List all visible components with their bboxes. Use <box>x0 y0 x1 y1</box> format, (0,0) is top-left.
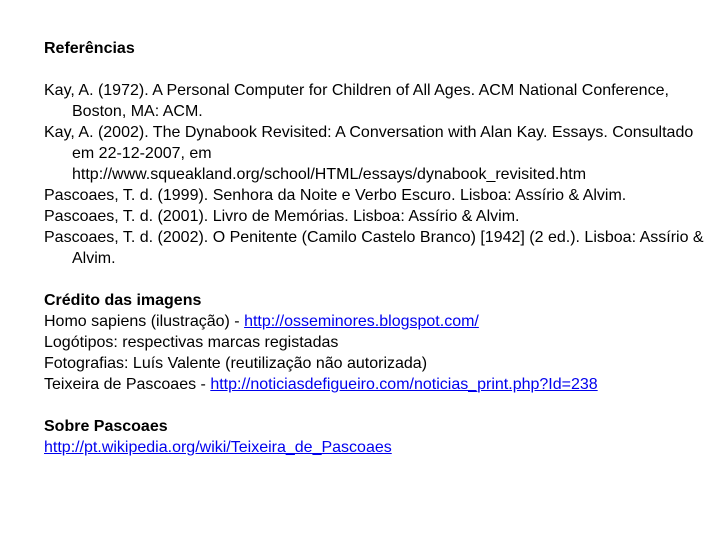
osseminores-link[interactable]: http://osseminores.blogspot.com/ <box>244 313 479 330</box>
reference-item: Pascoaes, T. d. (1999). Senhora da Noite e Verbo Escuro. Lisboa: Assírio & Alvim. <box>44 187 627 204</box>
noticiasdefigueiro-link[interactable]: http://noticiasdefigueiro.com/noticias_print.php?Id=238 <box>210 376 598 393</box>
credit-line-logos: Logótipos: respectivas marcas registadas <box>44 334 339 351</box>
credit-text: Teixeira de Pascoaes - <box>44 376 211 393</box>
reference-item: Kay, A. (2002). The Dynabook Revisited: A Conversation with Alan Kay. Essays. Consultado em 22-12-2007, em http://www.squeakland.org/school/HTML/essays/dynabook_revisited.htm <box>44 124 694 183</box>
about-heading: Sobre Pascoaes <box>44 418 168 435</box>
about-line <box>44 437 714 458</box>
reference-item: Pascoaes, T. d. (2002). O Penitente (Camilo Castelo Branco) [1942] (2 ed.). Lisboa: Assírio & Alvim. <box>44 229 704 267</box>
reference-item: Pascoaes, T. d. (2001). Livro de Memórias. Lisboa: Assírio & Alvim. <box>44 208 520 225</box>
slide-content <box>44 38 714 458</box>
credit-line-photos: Fotografias: Luís Valente (reutilização não autorizada) <box>44 355 428 372</box>
reference-item: Kay, A. (1972). A Personal Computer for Children of All Ages. ACM National Conference, Boston, MA: ACM. <box>44 82 669 120</box>
references-section <box>44 38 714 269</box>
credit-line-illustration <box>44 311 714 332</box>
about-section <box>44 416 714 458</box>
credits-heading: Crédito das imagens <box>44 292 202 309</box>
references-heading: Referências <box>44 40 135 57</box>
credit-text: Homo sapiens (ilustração) - <box>44 313 245 330</box>
credit-line-portrait <box>44 374 714 395</box>
wikipedia-link[interactable]: http://pt.wikipedia.org/wiki/Teixeira_de_Pascoaes <box>44 439 392 456</box>
credits-section <box>44 290 714 395</box>
